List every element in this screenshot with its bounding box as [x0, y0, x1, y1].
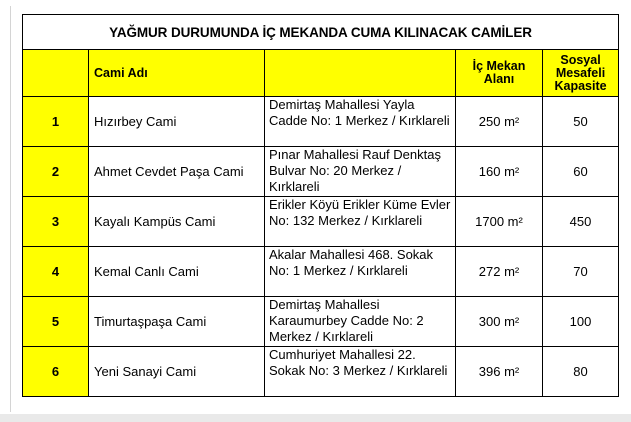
- mosque-address: Erikler Köyü Erikler Küme Evler No: 132 Merkez / Kırklareli: [265, 197, 456, 247]
- title-row: [23, 15, 619, 50]
- mosque-address: Demirtaş Mahallesi Yayla Cadde No: 1 Merkez / Kırklareli: [265, 97, 456, 147]
- capacity: 100: [543, 297, 619, 347]
- mosque-address: Pınar Mahallesi Rauf Denktaş Bulvar No: 20 Merkez / Kırklareli: [265, 147, 456, 197]
- mosque-name: Ahmet Cevdet Paşa Cami: [89, 147, 265, 197]
- mosque-name: Kemal Canlı Cami: [89, 247, 265, 297]
- row-number: 2: [23, 147, 89, 197]
- mosque-table: [22, 14, 619, 397]
- table-row: [23, 347, 619, 397]
- capacity: 80: [543, 347, 619, 397]
- spreadsheet-page: [10, 6, 618, 412]
- row-number: 3: [23, 197, 89, 247]
- indoor-area: 272 m²: [456, 247, 543, 297]
- mosque-name: Timurtaşpaşa Cami: [89, 297, 265, 347]
- header-row: [23, 50, 619, 97]
- mosque-name: Yeni Sanayi Cami: [89, 347, 265, 397]
- header-name: Cami Adı: [89, 50, 265, 97]
- header-area: İç Mekan Alanı: [456, 50, 543, 97]
- table-row: [23, 247, 619, 297]
- table-row: [23, 197, 619, 247]
- row-number: 6: [23, 347, 89, 397]
- mosque-name: Kayalı Kampüs Cami: [89, 197, 265, 247]
- mosque-address: Akalar Mahallesi 468. Sokak No: 1 Merkez / Kırklareli: [265, 247, 456, 297]
- table-row: [23, 297, 619, 347]
- indoor-area: 250 m²: [456, 97, 543, 147]
- capacity: 50: [543, 97, 619, 147]
- indoor-area: 160 m²: [456, 147, 543, 197]
- row-number: 1: [23, 97, 89, 147]
- mosque-address: Demirtaş Mahallesi Karaumurbey Cadde No: 2 Merkez / Kırklareli: [265, 297, 456, 347]
- header-address: [265, 50, 456, 97]
- indoor-area: 1700 m²: [456, 197, 543, 247]
- capacity: 60: [543, 147, 619, 197]
- page-border-left: [10, 6, 11, 412]
- indoor-area: 396 m²: [456, 347, 543, 397]
- row-number: 4: [23, 247, 89, 297]
- mosque-address: Cumhuriyet Mahallesi 22. Sokak No: 3 Merkez / Kırklareli: [265, 347, 456, 397]
- header-capacity: Sosyal Mesafeli Kapasite: [543, 50, 619, 97]
- indoor-area: 300 m²: [456, 297, 543, 347]
- capacity: 450: [543, 197, 619, 247]
- header-number: [23, 50, 89, 97]
- bottom-edge: [0, 414, 631, 422]
- mosque-name: Hızırbey Cami: [89, 97, 265, 147]
- row-number: 5: [23, 297, 89, 347]
- table-row: [23, 97, 619, 147]
- table-row: [23, 147, 619, 197]
- capacity: 70: [543, 247, 619, 297]
- table-title: YAĞMUR DURUMUNDA İÇ MEKANDA CUMA KILINACAK CAMİLER: [23, 15, 619, 50]
